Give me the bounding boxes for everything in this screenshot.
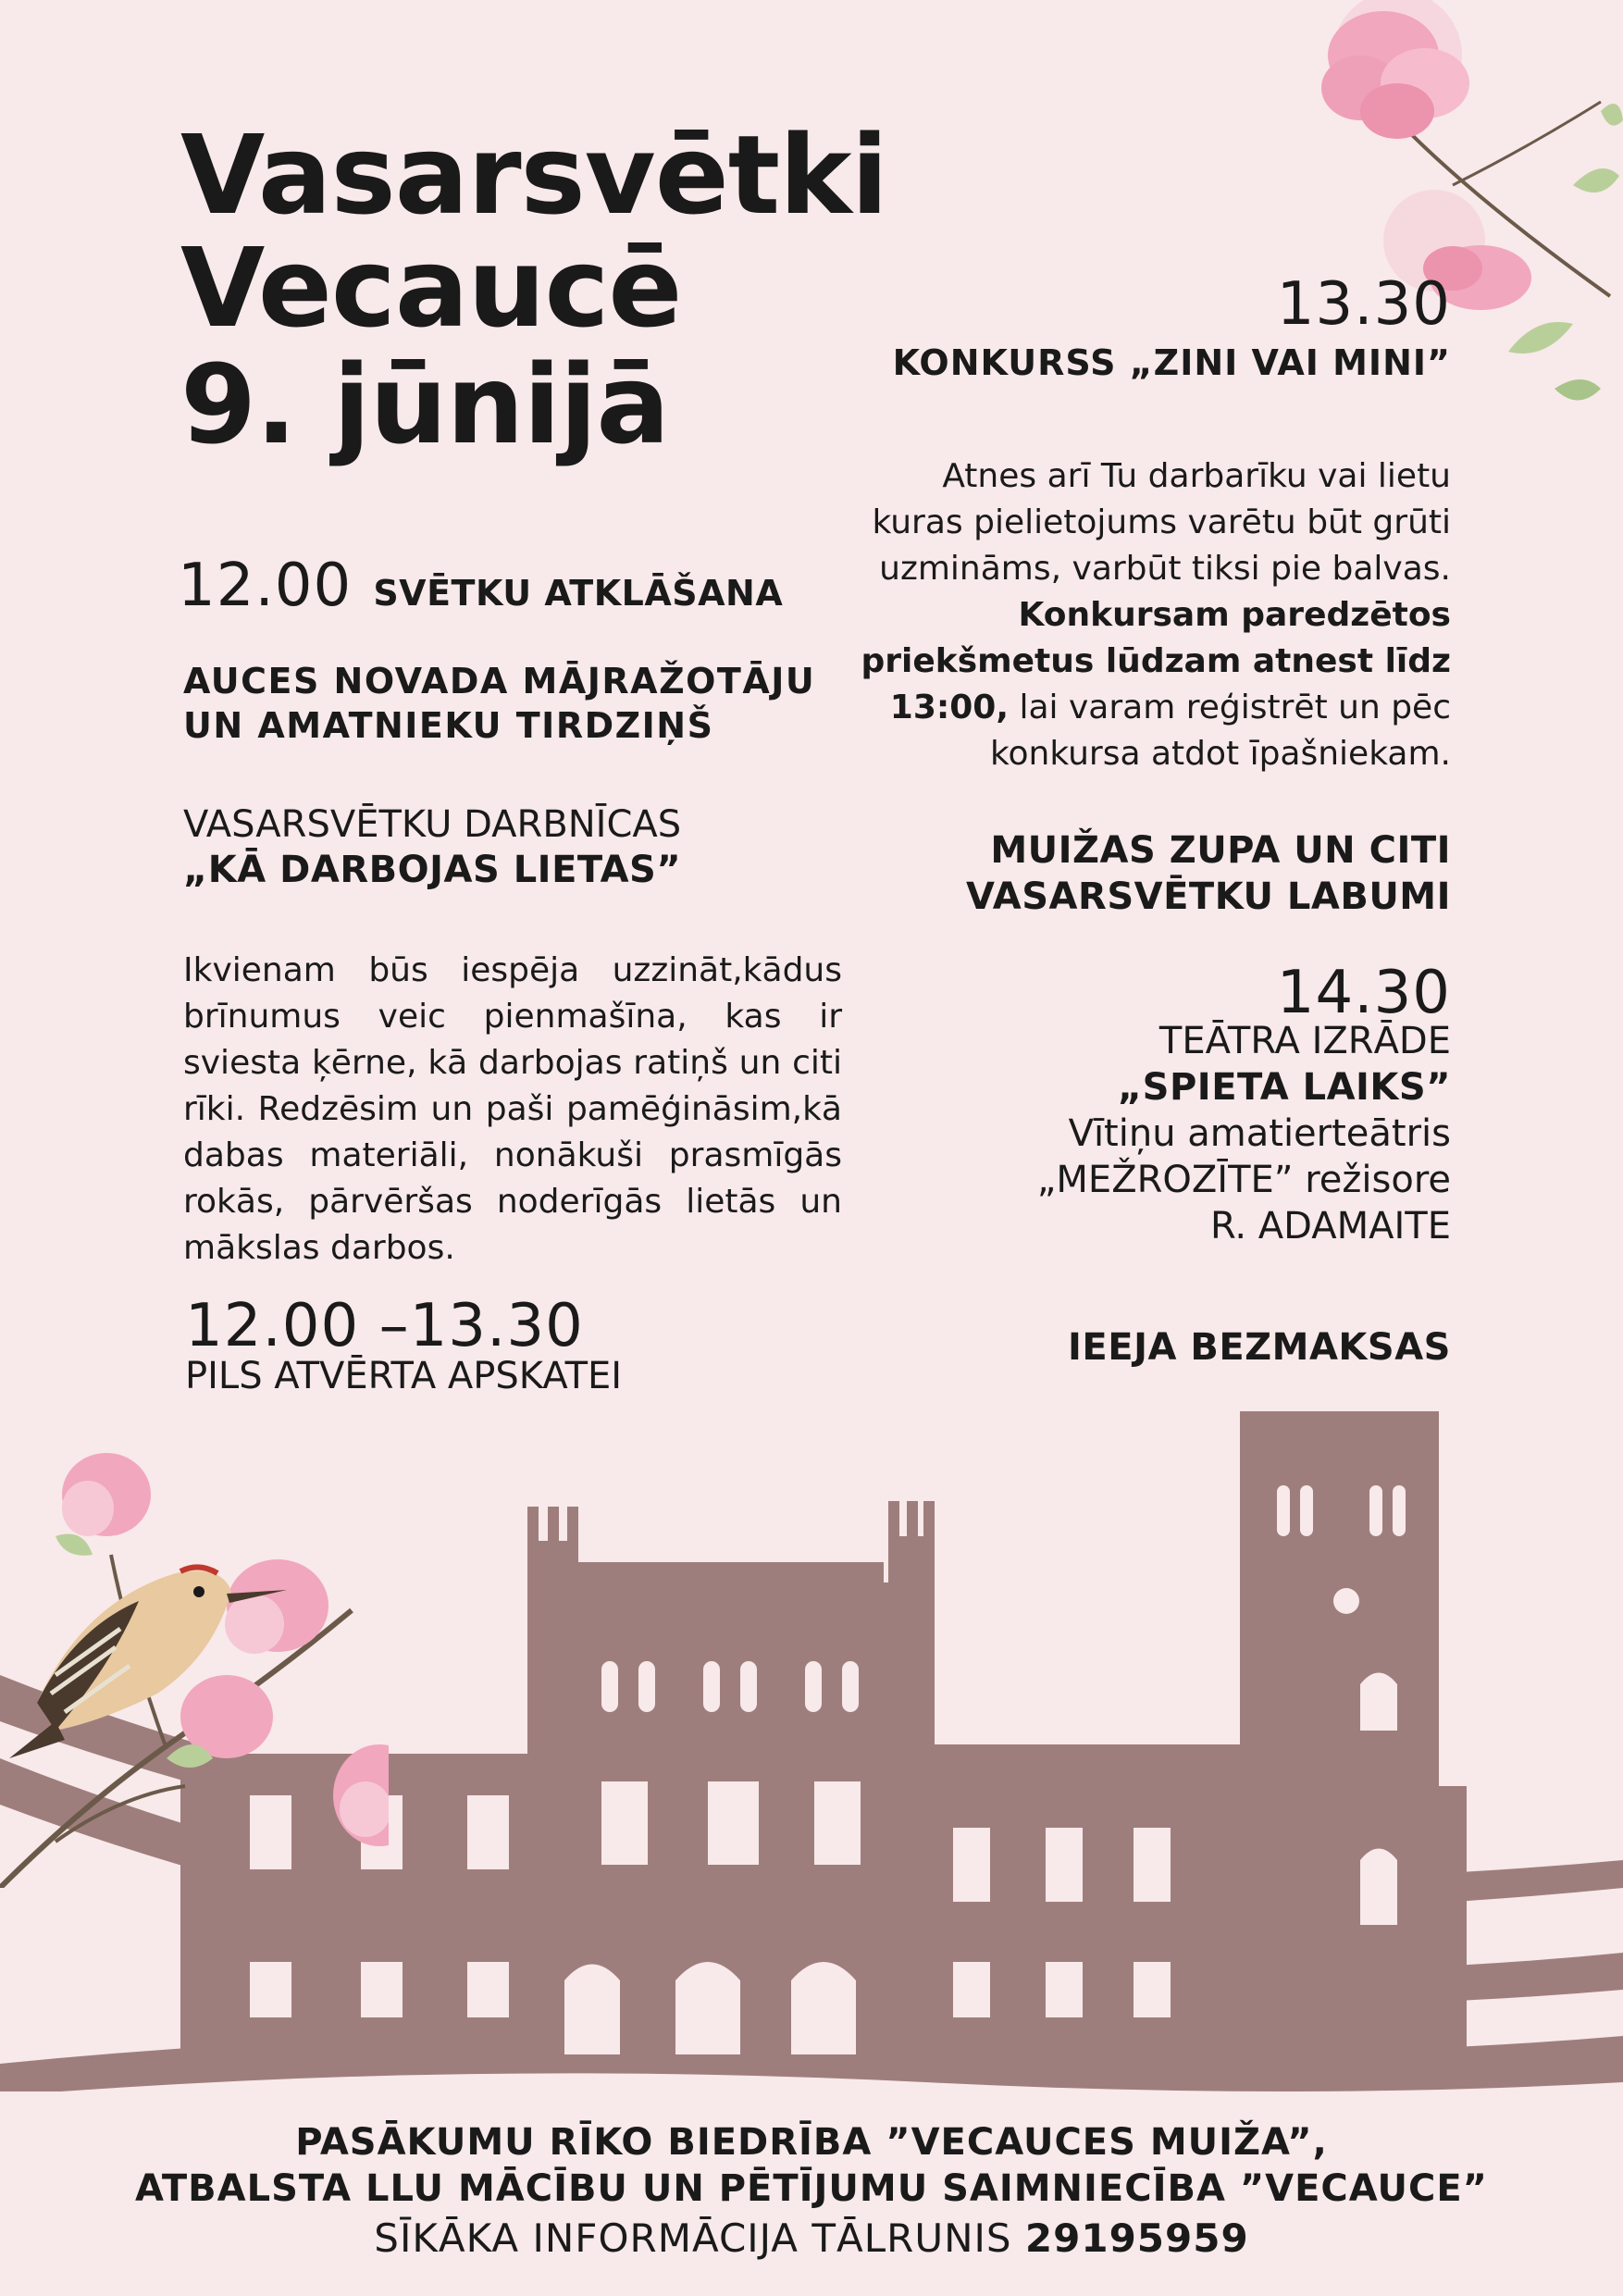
entry-free: IEEJA BEZMAKSAS	[1068, 1326, 1451, 1369]
poster-title	[180, 111, 888, 468]
theatre-label: TEĀTRA IZRĀDE	[1158, 1020, 1451, 1062]
workshops-line-1: VASARSVĒTKU DARBNĪCAS	[183, 803, 682, 846]
footer	[0, 2119, 1623, 2265]
contest-time: 13.30	[1276, 270, 1451, 339]
market-line-1: AUCES NOVADA MĀJRAŽOTĀJU	[183, 661, 816, 701]
workshops-heading	[183, 801, 849, 892]
contest-description	[861, 453, 1451, 777]
soup-line-2: VASARSVĒTKU LABUMI	[966, 875, 1451, 918]
contest-text-end: lai varam reģistrēt un pēc konkursa atdot īpašniekam.	[989, 689, 1451, 773]
theatre-block	[870, 959, 1451, 1249]
woodpecker-illustration	[0, 1444, 389, 1888]
footer-info-label: SĪKĀKA INFORMĀCIJA TĀLRUNIS	[374, 2215, 1025, 2261]
footer-line-2: ATBALSTA LLU MĀCĪBU UN PĒTĪJUMU SAIMNIECĪBA ”VECAUCE”	[135, 2167, 1488, 2210]
opening-time: 12.00	[178, 552, 353, 620]
theatre-line-2: „MEŽROZĪTE” režisore	[1036, 1159, 1451, 1201]
theatre-time: 14.30	[1276, 959, 1451, 1027]
footer-phone: 29195959	[1024, 2215, 1249, 2261]
title-line-3: 9. jūnijā	[180, 341, 669, 468]
theatre-line-1: Vītiņu amatierteātris	[1068, 1112, 1451, 1155]
soup-line-1: MUIŽAS ZUPA UN CITI	[990, 829, 1451, 872]
soup-heading	[870, 827, 1451, 920]
title-line-1: Vasarsvētki	[180, 111, 888, 239]
theatre-title: „SPIETA LAIKS”	[1117, 1066, 1451, 1109]
market-line-2: UN AMATNIEKU TIRDZIŅŠ	[183, 705, 714, 746]
castle-label: PILS ATVĒRTA APSKATEI	[185, 1355, 623, 1397]
contest-text-bold: Konkursam paredzētos priekšmetus lūdzam atnest līdz 13:00,	[861, 596, 1451, 726]
theatre-line-3: R. ADAMAITE	[1210, 1205, 1451, 1247]
castle-time: 12.00 –13.30	[185, 1292, 584, 1360]
contest-title: KONKURSS „ZINI VAI MINI”	[892, 342, 1451, 383]
opening-block	[178, 552, 783, 620]
castle-block	[185, 1292, 622, 1399]
workshops-description: Ikvienam būs iespēja uzzināt,kādus brīnumus veic pienmašīna, kas ir sviesta ķērne, kā darbojas ratiņš un citi rīki. Redzēsim un paši pamēģināsim,kā dabas materiāli, nonākuši prasmīgās rokās, pārvēršas noderīgās lietās un mākslas darbos.	[183, 951, 842, 1267]
title-line-2: Vecaucē	[180, 224, 682, 352]
footer-line-1: PASĀKUMU RĪKO BIEDRĪBA ”VECAUCES MUIŽA”,	[295, 2121, 1328, 2164]
workshops-line-2: „KĀ DARBOJAS LIETAS”	[183, 849, 682, 891]
footer-info	[0, 2212, 1623, 2265]
market-heading	[183, 659, 849, 748]
contest-text-regular: Atnes arī Tu darbarīku vai lietu kuras pielietojums varētu būt grūti uzmināms, varbūt tiksi pie balvas.	[872, 457, 1451, 588]
contest-block	[870, 270, 1451, 385]
opening-label: SVĒTKU ATKLĀŠANA	[373, 573, 784, 614]
